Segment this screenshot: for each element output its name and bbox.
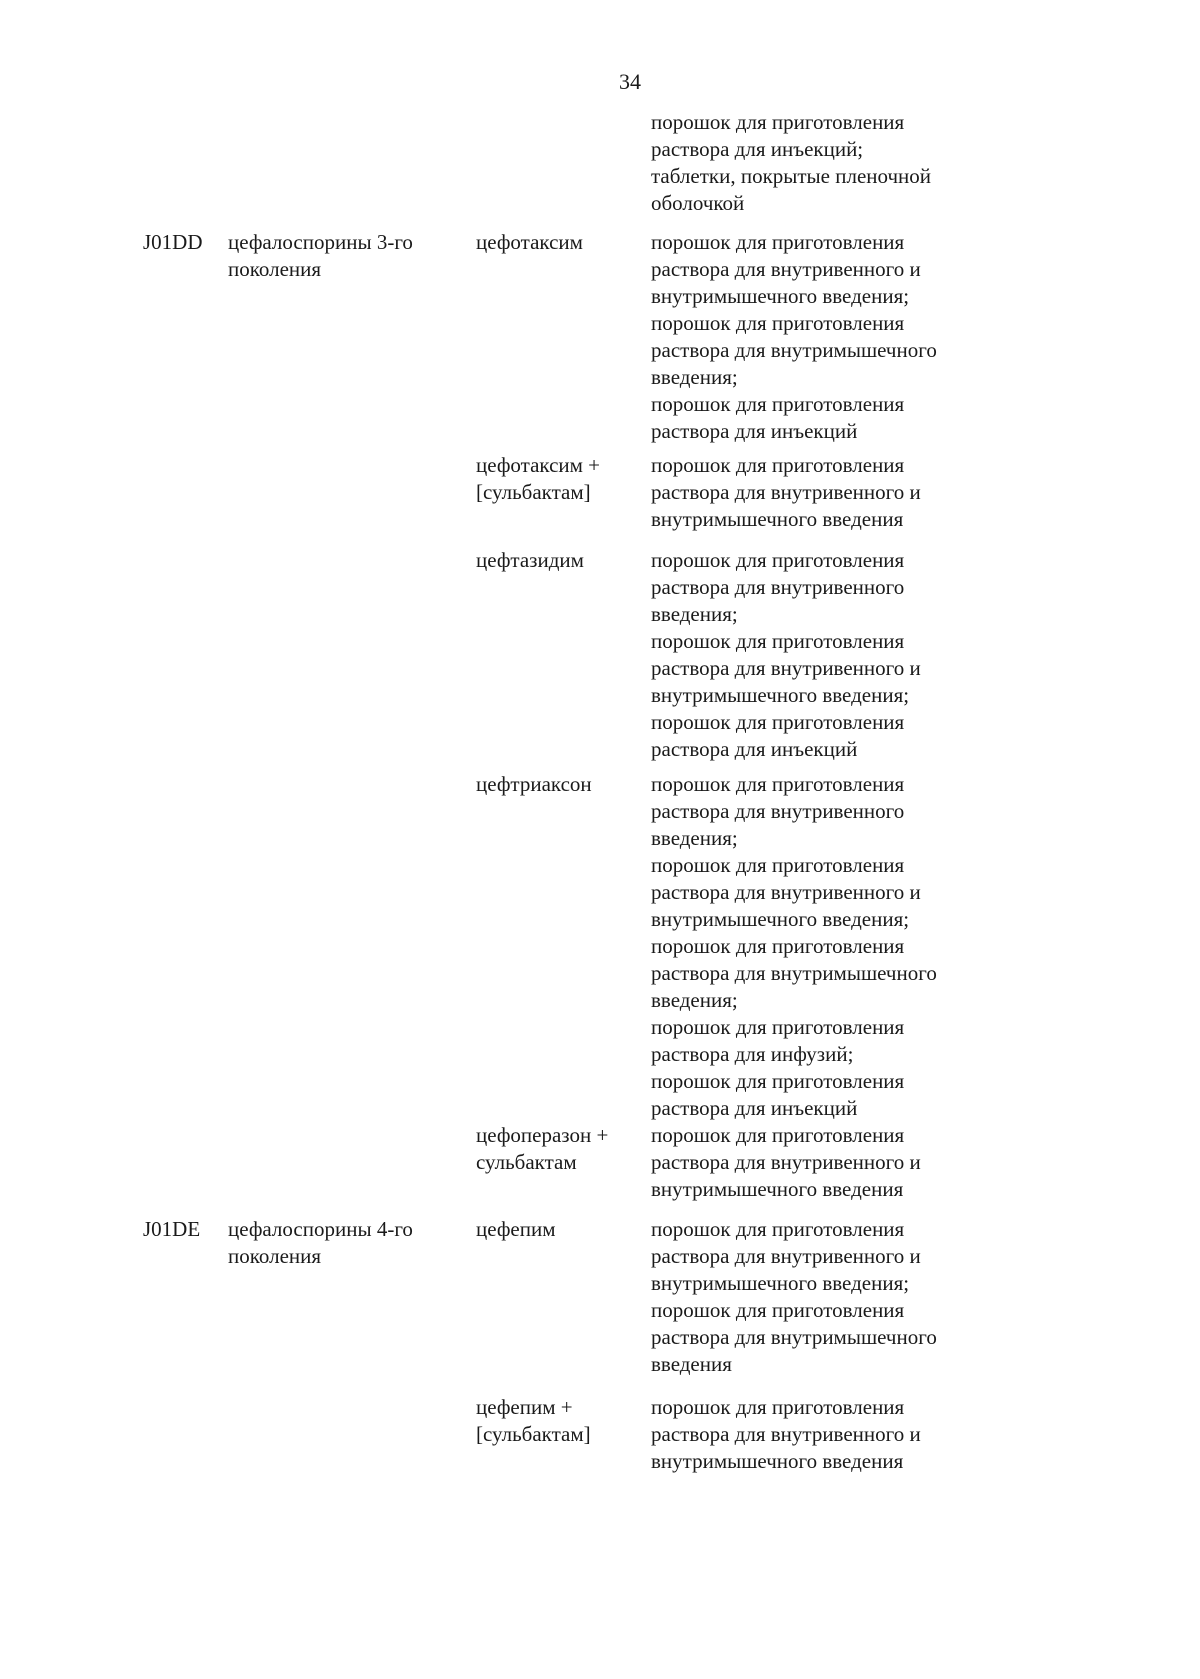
dosage-form-line: порошок для приготовления (651, 1015, 905, 1039)
drug-name-line: сульбактам (476, 1150, 577, 1174)
dosage-form-line: раствора для инъекций (651, 737, 858, 761)
dosage-forms (651, 1216, 991, 1378)
dosage-form-line: внутримышечного введения; (651, 1271, 910, 1295)
page-number: 34 (619, 69, 641, 94)
dosage-form-line: порошок для приготовления (651, 392, 905, 416)
drug-name (476, 1216, 636, 1243)
dosage-form-line: таблетки, покрытые пленочной (651, 164, 932, 188)
drug-group-line: цефалоспорины 4-го (228, 1217, 413, 1241)
dosage-form-line: раствора для инъекций; (651, 137, 864, 161)
drug-name-line: цефепим (476, 1217, 556, 1241)
dosage-form-line: раствора для внутримышечного (651, 1325, 937, 1349)
dosage-form-line: введения; (651, 988, 738, 1012)
drug-name (476, 547, 636, 574)
drug-name (476, 771, 636, 798)
dosage-form-line: введения; (651, 365, 738, 389)
dosage-form-line: введения; (651, 602, 738, 626)
dosage-form-line: оболочкой (651, 191, 745, 215)
drug-group (228, 1216, 458, 1270)
dosage-form-line: порошок для приготовления (651, 710, 905, 734)
dosage-form-line: внутримышечного введения; (651, 683, 910, 707)
drug-name-line: цефотаксим (476, 230, 583, 254)
drug-name-line: цефотаксим + (476, 453, 601, 477)
dosage-form-line: внутримышечного введения; (651, 907, 910, 931)
dosage-form-line: порошок для приготовления (651, 1298, 905, 1322)
dosage-form-line: внутримышечного введения; (651, 284, 910, 308)
dosage-form-line: порошок для приготовления (651, 1395, 905, 1419)
dosage-form-line: порошок для приготовления (651, 1069, 905, 1093)
drug-name-line: [сульбактам] (476, 1422, 591, 1446)
dosage-form-line: порошок для приготовления (651, 772, 905, 796)
dosage-form-line: раствора для инфузий; (651, 1042, 854, 1066)
atc-code: J01DE (143, 1217, 201, 1241)
dosage-form-line: раствора для внутривенного и (651, 656, 921, 680)
atc-code: J01DD (143, 230, 203, 254)
dosage-form-line: порошок для приготовления (651, 853, 905, 877)
dosage-form-line: порошок для приготовления (651, 1123, 905, 1147)
dosage-forms (651, 771, 991, 1122)
drug-name (476, 1122, 636, 1176)
drug-name-line: цефтриаксон (476, 772, 592, 796)
drug-name-line: цефтазидим (476, 548, 584, 572)
dosage-form-line: раствора для внутривенного и (651, 1244, 921, 1268)
dosage-form-line: раствора для внутримышечного (651, 961, 937, 985)
dosage-form-line: внутримышечного введения (651, 1449, 904, 1473)
dosage-form-line: раствора для внутривенного и (651, 1422, 921, 1446)
dosage-form-line: порошок для приготовления (651, 548, 905, 572)
drug-name-line: [сульбактам] (476, 480, 591, 504)
drug-name-line: цефепим + (476, 1395, 573, 1419)
dosage-form-line: порошок для приготовления (651, 629, 905, 653)
dosage-forms (651, 452, 991, 533)
dosage-form-line: раствора для внутривенного (651, 575, 905, 599)
dosage-form-line: раствора для внутривенного и (651, 257, 921, 281)
dosage-forms (651, 547, 991, 763)
drug-name (476, 1394, 636, 1448)
dosage-form-line: введения (651, 1352, 732, 1376)
dosage-form-line: раствора для внутримышечного (651, 338, 937, 362)
dosage-form-line: раствора для внутривенного и (651, 480, 921, 504)
dosage-form-line: раствора для внутривенного и (651, 1150, 921, 1174)
dosage-form-line: раствора для инъекций (651, 1096, 858, 1120)
dosage-form-line: введения; (651, 826, 738, 850)
dosage-form-line: раствора для инъекций (651, 419, 858, 443)
drug-group-line: поколения (228, 1244, 322, 1268)
drug-name (476, 229, 636, 256)
dosage-form-line: порошок для приготовления (651, 1217, 905, 1241)
dosage-form-line: порошок для приготовления (651, 934, 905, 958)
drug-group-line: цефалоспорины 3-го (228, 230, 413, 254)
dosage-form-line: порошок для приготовления (651, 453, 905, 477)
dosage-form-line: порошок для приготовления (651, 110, 905, 134)
dosage-form-line: внутримышечного введения (651, 1177, 904, 1201)
dosage-form-line: порошок для приготовления (651, 230, 905, 254)
dosage-form-line: раствора для внутривенного (651, 799, 905, 823)
continuation-dosage-forms (651, 109, 991, 217)
drug-name-line: цефоперазон + (476, 1123, 609, 1147)
dosage-form-line: внутримышечного введения (651, 507, 904, 531)
drug-name (476, 452, 636, 506)
drug-group-line: поколения (228, 257, 322, 281)
drug-group (228, 229, 458, 283)
dosage-forms (651, 229, 991, 445)
dosage-form-line: раствора для внутривенного и (651, 880, 921, 904)
dosage-forms (651, 1394, 991, 1475)
dosage-forms (651, 1122, 991, 1203)
dosage-form-line: порошок для приготовления (651, 311, 905, 335)
